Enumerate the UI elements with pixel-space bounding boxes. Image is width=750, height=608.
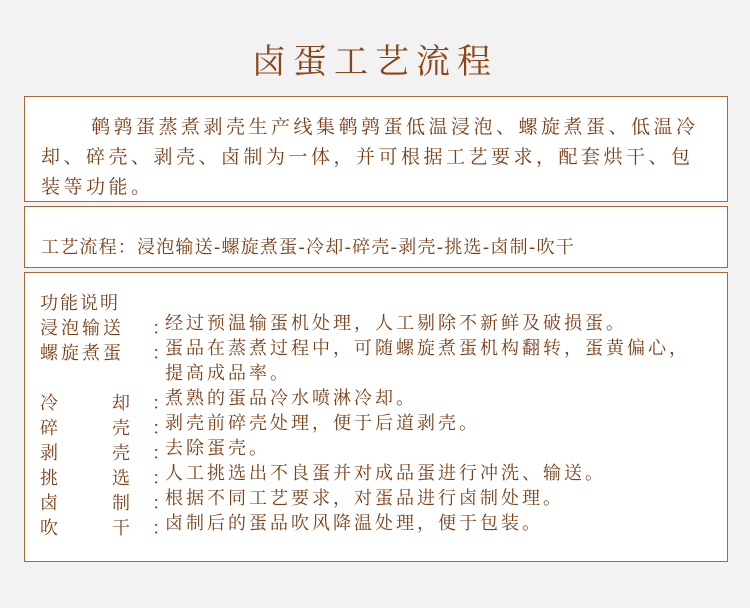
flow-separator: - xyxy=(298,237,307,258)
function-desc: 煮熟的蛋品冷水喷淋冷却。 xyxy=(165,388,417,409)
function-desc: 根据不同工艺要求，对蛋品进行卤制处理。 xyxy=(165,488,564,509)
flow-separator: - xyxy=(482,237,491,258)
process-flow-panel xyxy=(24,206,728,268)
flow-step: 吹干 xyxy=(536,237,575,258)
function-colon: ： xyxy=(152,518,173,539)
function-colon: ： xyxy=(152,343,173,364)
flow-step: 剥壳 xyxy=(398,237,437,258)
functions-panel: 功能说明 浸泡输送 ： 经过预温输蛋机处理，人工剔除不新鲜及破损蛋。 螺旋煮蛋 ： 蛋品在蒸煮过程中，可随螺旋煮蛋机构翻转，蛋黄偏心，提高成品率。 冷 却 ： 煮熟的蛋品冷水喷淋冷却。 碎 壳 ： 剥壳前碎壳处理，便于后道剥壳。 剥 壳 ： 去除蛋壳。 挑 选 ： 人工挑选出不良蛋并对成品蛋进行冲洗、输送。 卤 制 ： 根据不同工艺要求，对蛋品进行卤制处理。 吹 干 ： 卤制后的蛋品吹风降温处理，便于包装。 xyxy=(24,272,728,562)
process-flow xyxy=(41,233,575,259)
function-desc: 卤制后的蛋品吹风降温处理，便于包装。 xyxy=(165,513,543,534)
function-colon: ： xyxy=(152,468,173,489)
function-colon: ： xyxy=(152,443,173,464)
functions-heading: 功能说明 xyxy=(40,293,120,314)
flow-step: 卤制 xyxy=(490,237,529,258)
function-colon: ： xyxy=(152,418,173,439)
intro-panel xyxy=(24,96,728,202)
flow-separator: - xyxy=(213,237,222,258)
function-desc: 去除蛋壳。 xyxy=(165,438,270,459)
flow-separator: - xyxy=(344,237,353,258)
function-desc: 剥壳前碎壳处理，便于后道剥壳。 xyxy=(165,413,480,434)
flow-step: 浸泡输送 xyxy=(137,237,214,258)
function-colon: ： xyxy=(152,493,173,514)
function-desc: 蛋品在蒸煮过程中，可随螺旋煮蛋机构翻转，蛋黄偏心，提高成品率。 xyxy=(165,338,690,384)
flow-step: 冷却 xyxy=(306,237,345,258)
function-desc: 经过预温输蛋机处理，人工剔除不新鲜及破损蛋。 xyxy=(165,313,627,334)
function-label: 浸泡输送 xyxy=(40,318,124,339)
function-colon: ： xyxy=(152,318,173,339)
process-flow-label: 工艺流程： xyxy=(41,237,137,258)
flow-separator: - xyxy=(436,237,445,258)
flow-step: 螺旋煮蛋 xyxy=(221,237,299,258)
intro-text: 鹌鹑蛋蒸煮剥壳生产线集鹌鹑蛋低温浸泡、螺旋煮蛋、低温冷却、碎壳、剥壳、卤制为一体，并可根据工艺要求，配套烘干、包装等功能。 xyxy=(41,116,699,198)
function-desc: 人工挑选出不良蛋并对成品蛋进行冲洗、输送。 xyxy=(165,463,606,484)
flow-step: 挑选 xyxy=(444,237,483,258)
function-label: 螺旋煮蛋 xyxy=(40,343,124,364)
function-colon: ： xyxy=(152,393,173,414)
flow-separator: - xyxy=(528,237,537,258)
flow-step: 碎壳 xyxy=(352,237,391,258)
flow-separator: - xyxy=(390,237,399,258)
page-title: 卤蛋工艺流程 xyxy=(252,42,498,82)
